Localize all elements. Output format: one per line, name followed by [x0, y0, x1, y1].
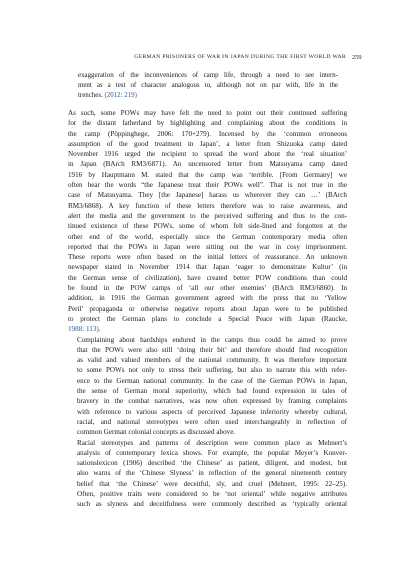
running-head: GERMAN PRISONERS OF WAR IN JAPAN DURING THE FIRST WORLD WAR [134, 54, 346, 60]
text-line: bravery in the combat narratives, was now often expressed by framing complaints [77, 397, 347, 406]
paragraph-3 [68, 438, 347, 510]
quote-line: exaggeration of the inconveniences of camp life, through a need to see intern- [78, 72, 338, 79]
text-line: the German sense of civilization), have created better POW conditions than could [68, 273, 347, 282]
text-line: These reports were often based on the initial letters of reassurance. An unknown [68, 253, 347, 262]
quote-line: ment as a test of character analogous to, although not on par with, life in the [78, 82, 338, 89]
text-line: be found in the POW camps of ‘all our other enemies’ (BArch RM3/6860). In [68, 284, 347, 293]
text-line: Peril’ propaganda or otherwise negative reports about Japan were to be published [68, 304, 347, 313]
text-line: assumption of the good treatment in Japan’, a letter from Shizuoka camp dated [68, 139, 347, 148]
text-line: with reference to various aspects of perceived Japanese inferiority whereby cultural, [77, 407, 347, 416]
text-line: analysis of contemporary lexica shows. For example, the popular Meyer’s Konver- [77, 448, 347, 457]
text-line: to protect the German plans to conclude a Special Peace with Japan (Raucke, [68, 314, 347, 323]
text-line: for the distant fatherland by highlighting and complaining about the conditions in [68, 119, 347, 128]
block-quote [78, 71, 338, 101]
text-line: to some POWs not only to stress their suffering, but also to narrate this with refer- [77, 366, 347, 375]
text-line: 1988: 113). [68, 325, 101, 334]
text-line: racial, and national stereotypes were often used interchangeably in reflection of [77, 417, 347, 426]
text-line: Often, positive traits were considered to be ‘not oriental’ while negative attributes [77, 489, 347, 498]
text-line: also warns of the ‘Chinese Slyness’ in reflection of the general nineteenth century [77, 469, 347, 478]
text-line: common German colonial concepts as discussed above. [77, 428, 236, 437]
text-line: alert the media and the government to the perceived suffering and thus to the con- [68, 211, 347, 220]
text-line: Complaining about hardships endured in the camps thus could be aimed to prove [77, 335, 347, 344]
text-line: November 1916 urged the recipient to spread the word about the ‘real situation’ [68, 150, 347, 159]
text-line: newspaper stated in November 1914 that Japan ‘eager to demonstrate Kultur’ (in [68, 263, 347, 272]
quote-line-text: trenches. [78, 92, 103, 99]
text-line: as valid and valued members of the national community. It was therefore important [77, 356, 347, 365]
text-line: belief that ‘the Chinese’ were deceitful, sly, and cruel (Mehnert, 1995: 22–25). [77, 479, 347, 488]
text-line: other end of the world, especially since the German contemporary media often [68, 232, 347, 241]
text-line: the sense of German moral superiority, which had found expression in tales of [77, 387, 347, 396]
text-line: As such, some POWs may have felt the need to point out their continued suffering [68, 109, 347, 117]
text-line: 1916 by Hauptmann M. stated that the camp was ‘terrible. [From Germany] we [68, 170, 347, 179]
text-line: tinued existence of these POWs, some of whom felt side-lined and forgotten at the [68, 222, 347, 231]
text-line: addition, in 1916 the German government agreed with the press that no ‘Yellow [68, 294, 347, 303]
text-line: ence to the German national community. In the case of the German POWs in Japan, [77, 376, 347, 385]
text-line: such as slyness and deceitfulness were commonly described as ‘typically oriental [77, 500, 347, 509]
text-line: that the POWs were also still ‘doing their bit’ and therefore should find recognition [77, 345, 347, 354]
paragraph-1 [68, 108, 347, 335]
quote-line [78, 91, 338, 101]
text-line: reported that the POWs in Japan were sitting out the war in cosy imprisonment. [68, 242, 347, 251]
page-body [68, 71, 347, 510]
paragraph-2 [68, 335, 347, 438]
text-line: the camp (Pöppinghege, 2006: 170+279). Incensed by the ‘common erroneous [68, 129, 347, 138]
page-number: 259 [352, 54, 362, 61]
text-line: sationslexicon (1906) described ‘the Chinese’ as patient, diligent, and modest, but [77, 459, 347, 468]
text-line: often hear the words “the Japanese treat their POWs well”. That is not true in the [68, 181, 347, 190]
quote-citation: (2012: 219) [104, 92, 137, 99]
text-line: in Japan (BArch RM3/6871). An uncensored letter from Matsuyama camp dated [68, 160, 347, 169]
text-line: case of Matsuyama. They [the Japanese] harass us wherever they can …’ (BArch [68, 191, 347, 200]
text-line: RM3/6868). A key function of these letters therefore was to raise awareness, and [68, 201, 347, 210]
text-line: Racial stereotypes and patterns of description were common place as Mehnert’s [77, 438, 347, 447]
